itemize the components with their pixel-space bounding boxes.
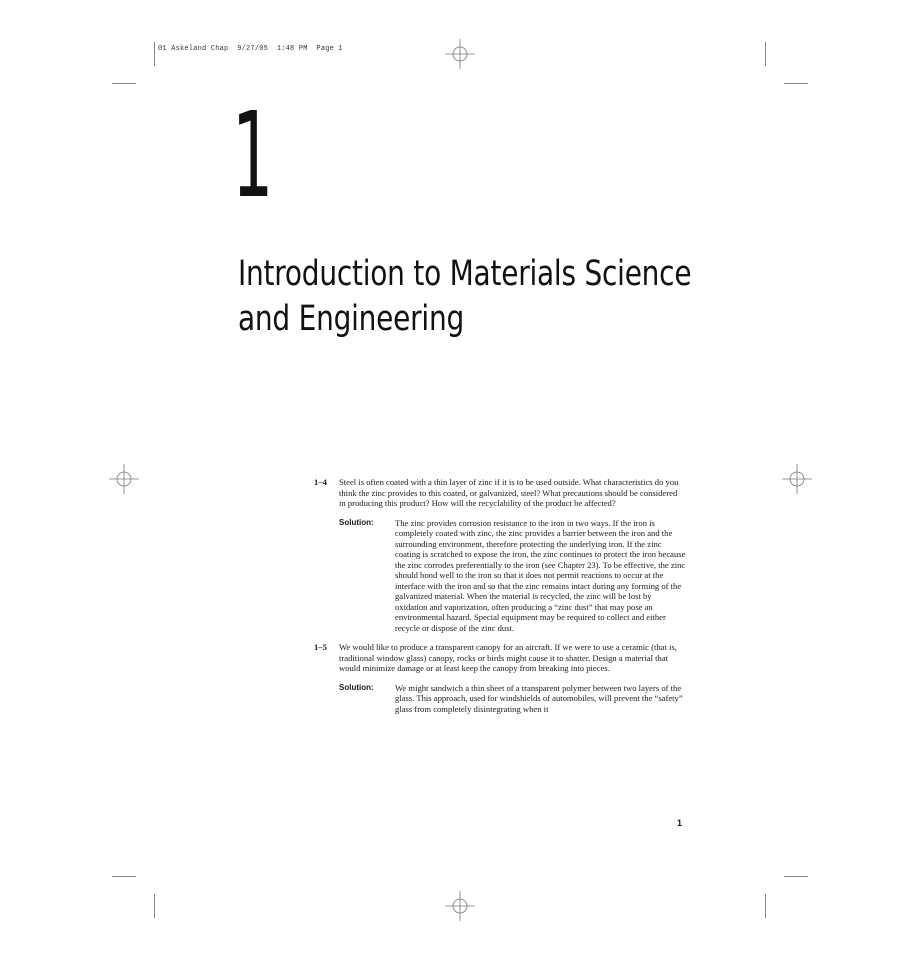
problem-list xyxy=(314,477,686,714)
registration-mark-top-icon xyxy=(445,39,475,69)
page-number: 1 xyxy=(677,818,683,828)
printer-slug: 01 Askeland Chap 9/27/05 1:48 PM Page 1 xyxy=(158,45,343,53)
problem-item xyxy=(314,477,686,509)
chapter-number: 1 xyxy=(232,86,274,224)
crop-mark-top-right-vertical xyxy=(765,42,766,66)
problem-number: 1–4 xyxy=(314,477,327,487)
solution-label: Solution: xyxy=(339,682,374,692)
crop-mark-top-right-horizontal xyxy=(784,83,808,84)
problem-item xyxy=(314,642,686,674)
solution-text: The zinc provides corrosion resistance to the iron in two ways. If the iron is completely coated with zinc, the zinc provides a barrier between the iron and the surrounding environment, therefore protecting the underlying iron. If the zinc coating is scratched to expose the iron, the zinc continues to protect the iron because the zinc corrodes preferentially to the iron (see Chapter 23). To be effective, the zinc should bond well to the iron so that it does not permit reactions to occur at the interface with the iron and so that the zinc remains intact during any forming of the galvanized material. When the material is recycled, the zinc will be lost by oxidation and vaporization, often producing a “zinc dust” that may pose an environmental hazard. Special equipment may be required to collect and either recycle or dispose of the zinc dust. xyxy=(395,517,686,633)
chapter-title-line-2: and Engineering xyxy=(238,299,464,339)
crop-mark-top-left-horizontal xyxy=(112,83,136,84)
problem-statement: We would like to produce a transparent canopy for an aircraft. If we were to use a ceramic (that is, traditional window glass) canopy, rocks or birds might cause it to shatter. Design a material that would minimize damage or at least keep the canopy from breaking into pieces. xyxy=(339,642,677,673)
registration-mark-left-icon xyxy=(109,464,139,494)
chapter-title-line-1: Introduction to Materials Science xyxy=(238,254,692,294)
problem-number: 1–5 xyxy=(314,642,327,652)
solution-block xyxy=(314,518,686,634)
registration-mark-bottom-icon xyxy=(445,891,475,921)
solution-label: Solution: xyxy=(339,517,374,527)
crop-mark-bottom-left-vertical xyxy=(154,894,155,918)
problem-statement: Steel is often coated with a thin layer of zinc if it is to be used outside. What characteristics do you think the zinc provides to this coated, or galvanized, steel? What precautions should be considered in producing this product? How will the recyclability of the product be affected? xyxy=(339,477,679,508)
chapter-title xyxy=(238,252,718,342)
registration-mark-right-icon xyxy=(782,464,812,494)
crop-mark-bottom-right-horizontal xyxy=(784,876,808,877)
crop-mark-bottom-right-vertical xyxy=(765,894,766,918)
crop-mark-bottom-left-horizontal xyxy=(112,876,136,877)
solution-text: We might sandwich a thin sheet of a transparent polymer between two layers of the glass. This approach, used for windshields of automobiles, will prevent the “safety” glass from completely disintegrating when it xyxy=(395,682,683,714)
crop-mark-top-left-vertical xyxy=(154,42,155,66)
solution-block xyxy=(314,683,686,715)
